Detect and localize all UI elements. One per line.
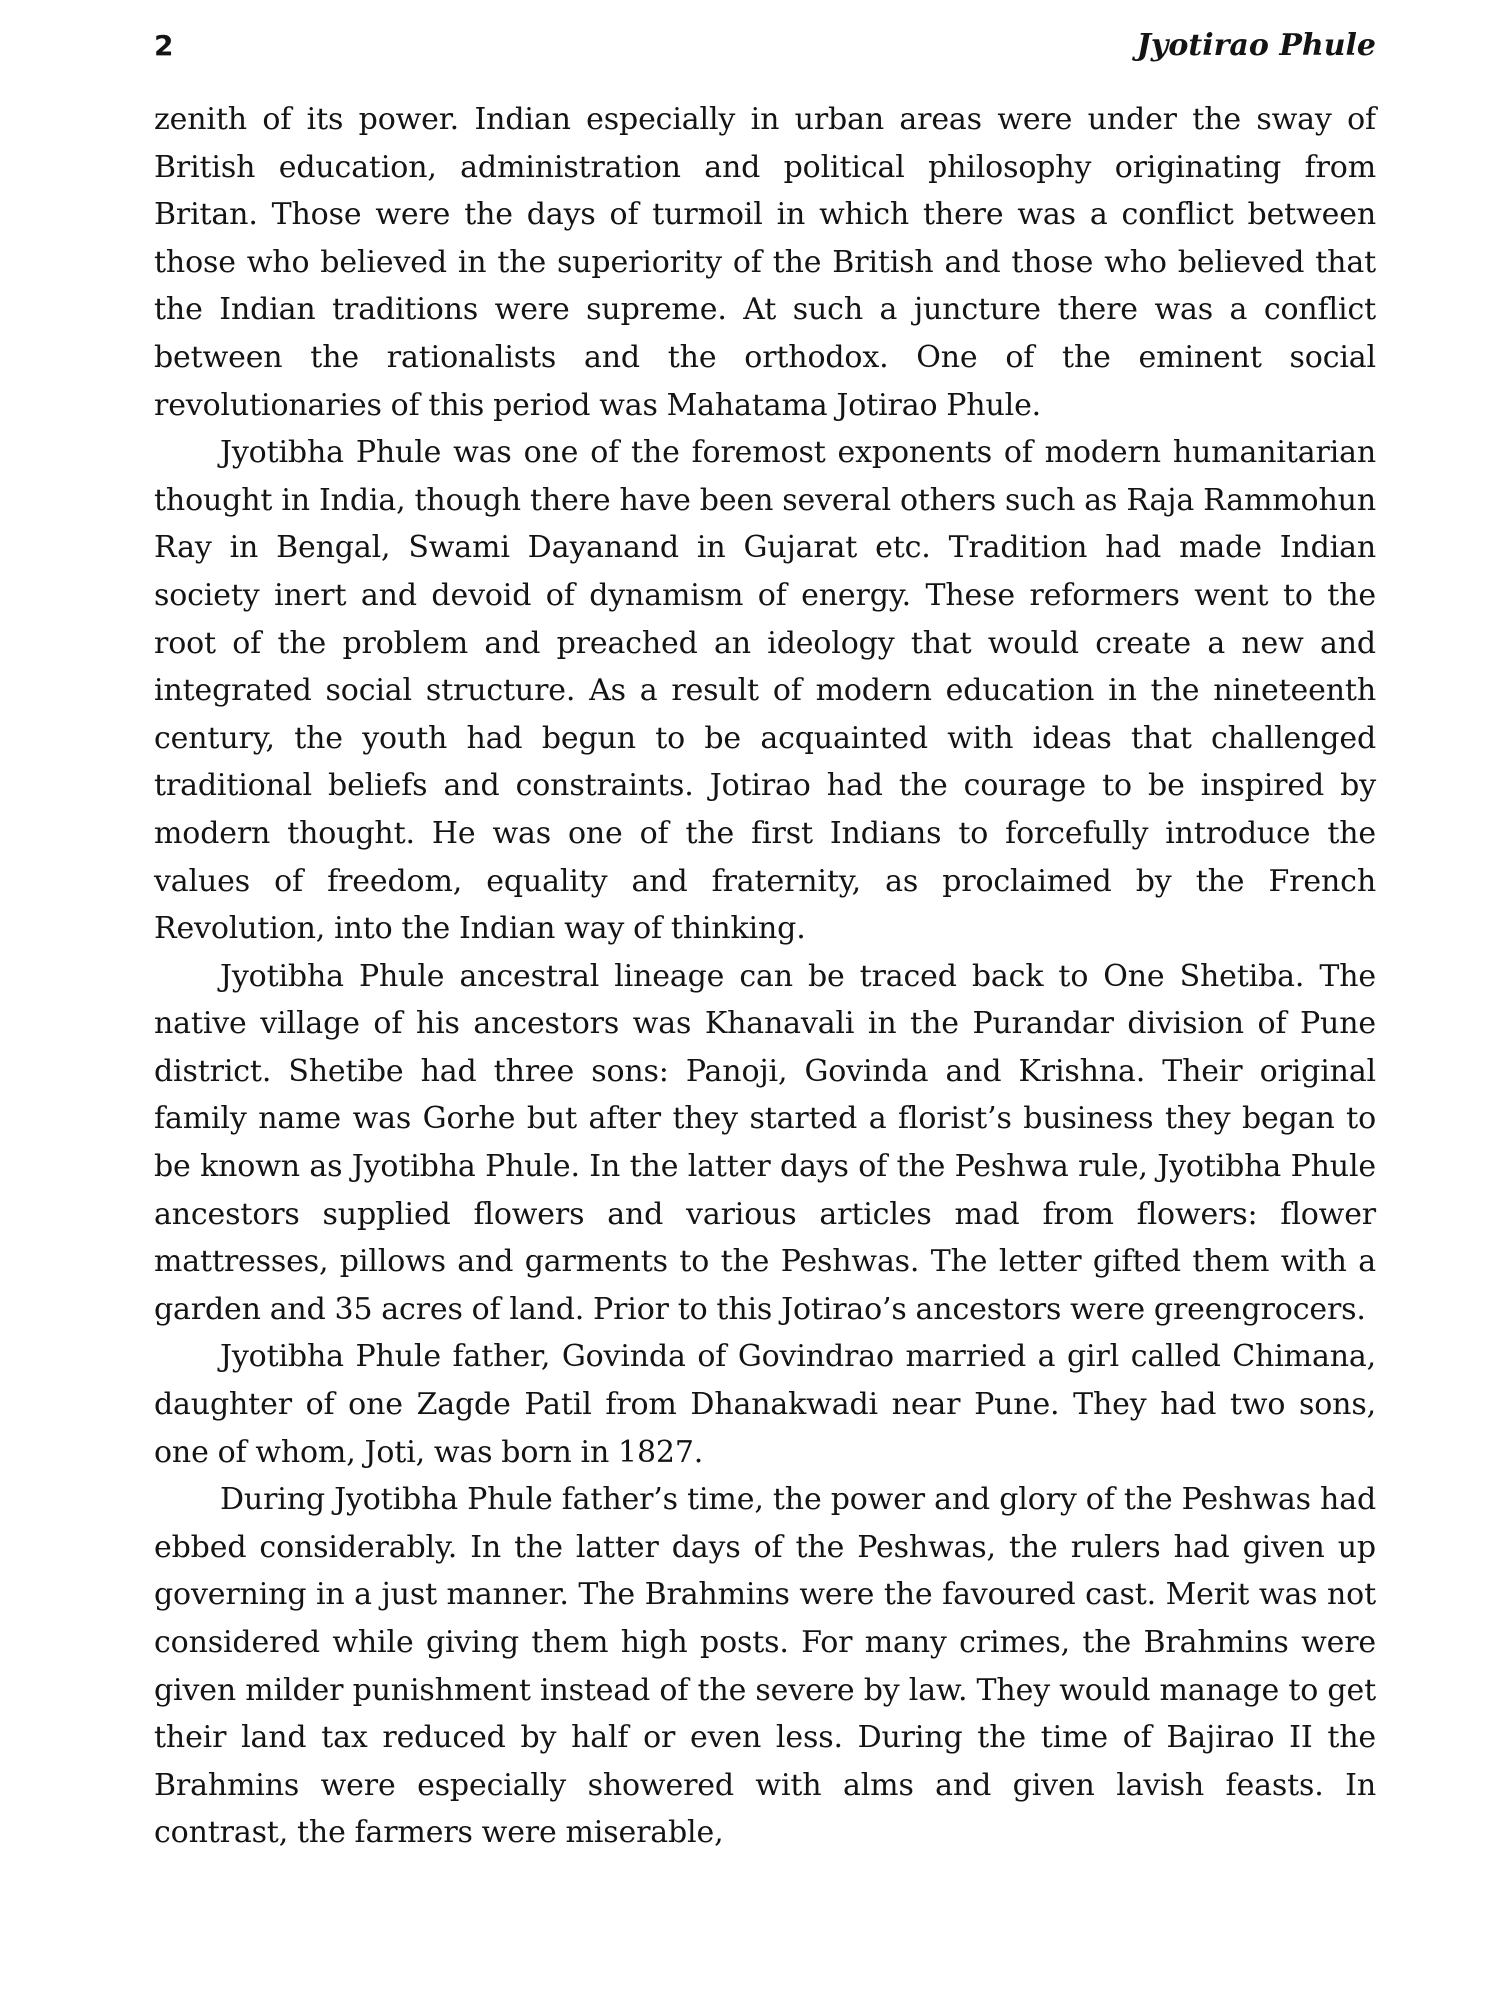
running-title: Jyotirao Phule bbox=[1136, 28, 1376, 63]
paragraph: Jyotibha Phule ancestral lineage can be traced back to One Shetiba. The native village of his ancestors was Khanavali in the Purandar division of Pune district. Shetibe had three sons: Panoji, Govinda and Krishna. Their original family name was Gorhe but after they started a florist’s business they began to be known as Jyotibha Phule. In the latter days of the Peshwa rule, Jyotibha Phule ancestors supplied flowers and various articles mad from flowers: flower mattresses, pillows and garments to the Peshwas. The letter gifted them with a garden and 35 acres of land. Prior to this Jotirao’s ancestors were greengrocers. bbox=[154, 958, 1376, 1327]
running-head bbox=[154, 28, 1376, 80]
paragraph: Jyotibha Phule was one of the foremost exponents of modern humanitarian thought in India, though there have been several others such as Raja Rammohun Ray in Bengal, Swami Dayanand in Gujarat etc. Tradition had made Indian society inert and devoid of dynamism of energy. These reformers went to the root of the problem and preached an ideology that would create a new and integrated social structure. As a result of modern education in the nineteenth century, the youth had begun to be acquainted with ideas that challenged traditional beliefs and constraints. Jotirao had the courage to be inspired by modern thought. He was one of the first Indians to forcefully introduce the values of freedom, equality and fraternity, as proclaimed by the French Revolution, into the Indian way of thinking. bbox=[154, 435, 1376, 947]
paragraph: During Jyotibha Phule father’s time, the power and glory of the Peshwas had ebbed considerably. In the latter days of the Peshwas, the rulers had given up governing in a just manner. The Brahmins were the favoured cast. Merit was not considered while giving them high posts. For many crimes, the Brahmins were given milder punishment instead of the severe by law. They would manage to get their land tax reduced by half or even less. During the time of Bajirao II the Brahmins were especially showered with alms and given lavish feasts. In contrast, the farmers were miserable, bbox=[154, 1482, 1376, 1851]
body-text bbox=[154, 96, 1376, 1857]
paragraph: Jyotibha Phule father, Govinda of Govindrao married a girl called Chimana, daughter of one Zagde Patil from Dhanakwadi near Pune. They had two sons, one of whom, Joti, was born in 1827. bbox=[154, 1339, 1376, 1470]
book-page bbox=[154, 28, 1376, 1857]
page-number: 2 bbox=[154, 29, 174, 62]
paragraph-continued: zenith of its power. Indian especially in urban areas were under the sway of British education, administration and political philosophy originating from Britan. Those were the days of turmoil in which there was a conflict between those who believed in the superiority of the British and those who believed that the Indian traditions were supreme. At such a juncture there was a conflict between the rationalists and the orthodox. One of the eminent social revolutionaries of this period was Mahatama Jotirao Phule. bbox=[154, 102, 1376, 423]
